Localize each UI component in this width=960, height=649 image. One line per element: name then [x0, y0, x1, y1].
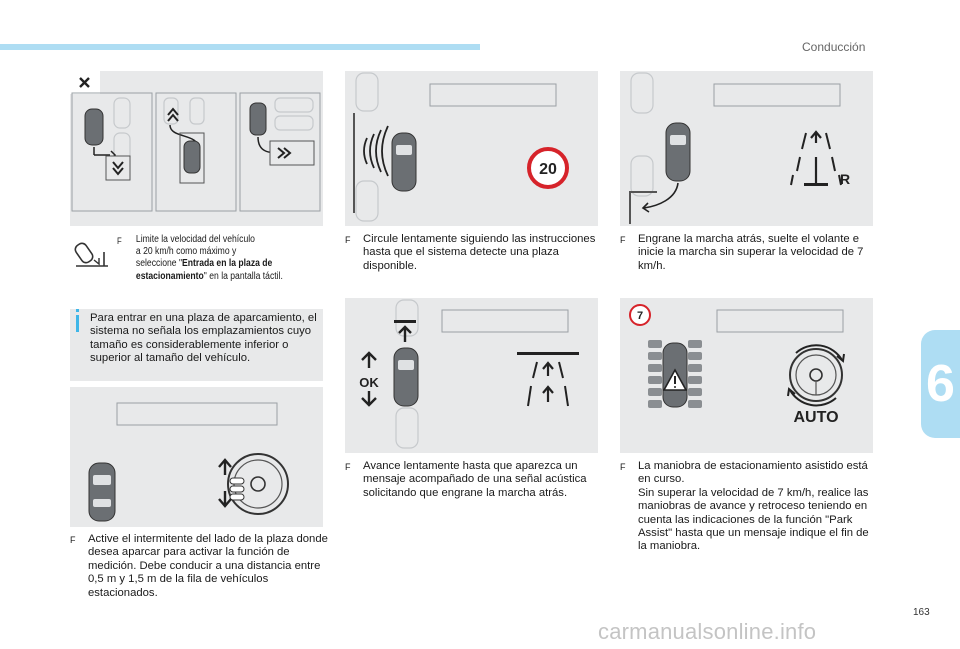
watermark: carmanualsonline.info	[598, 619, 817, 644]
callout-number: 7	[636, 310, 644, 322]
illustration-auto-maneuver	[620, 298, 873, 453]
steering-wheel-icon	[788, 345, 844, 405]
info-box: Para entrar en una plaza de aparcamiento, el sistema no señala los emplazamientos cuyo tamaño es considerablemente inferior o superior al tamaño del vehículo.	[70, 309, 323, 381]
col2-step1-text: F Circule lentamente siguiendo las instrucciones hasta que el sistema detecte una plaza disponible.	[345, 233, 596, 272]
illustration-indicator	[70, 387, 323, 527]
ok-icon	[359, 353, 379, 405]
section-title: Conducción	[802, 40, 866, 54]
steering-wheel-icon	[219, 454, 288, 514]
park-assist-button-icon	[74, 238, 110, 270]
reverse-guidance-icon	[791, 132, 850, 187]
sensor-waves	[364, 126, 388, 176]
car-top-view	[89, 463, 115, 521]
callout-badge	[630, 305, 650, 325]
page-number: 163	[913, 607, 930, 618]
col3-step1-text: F Engrane la marcha atrás, suelte el volante e inicie la marcha sin superar la velocidad de 7 km/h.	[620, 233, 864, 272]
stop-bar-icon	[394, 320, 416, 342]
info-icon-bar	[76, 315, 79, 332]
col2-step2-text: F Avance lentamente hasta que aparezca un mensaje acompañado de una señal acústica solicitando que engrane la marcha atrás.	[345, 460, 587, 499]
col3-step2-text: F La maniobra de estacionamiento asistido está en curso. Sin superar la velocidad de 7 km/h, realice las maniobras de avance y retroceso teniendo en cuenta las indicaciones de la función "Park Assist" hasta que un mensaje indique el fin de la maniobra.	[620, 460, 869, 553]
reverse-gear-label: R	[840, 171, 851, 187]
illustration-space-found	[345, 298, 598, 453]
speed-sign	[529, 149, 567, 187]
col1-step2-text: F Active el intermitente del lado de la plaza donde desea aparcar para activar la función de medición. Debe conducir a una distancia entre 0,5 m y 1,5 m de la fila de vehículos estacionados.	[70, 533, 328, 599]
header-accent-bar	[0, 44, 480, 50]
chapter-tab: 6	[921, 330, 960, 438]
info-icon	[76, 309, 79, 312]
illustration-reverse-gear	[620, 71, 873, 226]
illustration-speed-limit	[345, 71, 598, 226]
illustration-parking-modes	[70, 71, 323, 226]
auto-label: AUTO	[793, 409, 839, 426]
col1-step1-text: F Limite la velocidad del vehículo a 20 km/h como máximo y seleccione "Entrada en la plaza de estacionamiento" en la pantalla táctil.	[117, 234, 283, 282]
reverse-guidance-icon	[517, 352, 579, 406]
ok-label: OK	[359, 375, 379, 390]
speed-sign-value: 20	[539, 161, 557, 178]
close-icon	[70, 71, 100, 94]
